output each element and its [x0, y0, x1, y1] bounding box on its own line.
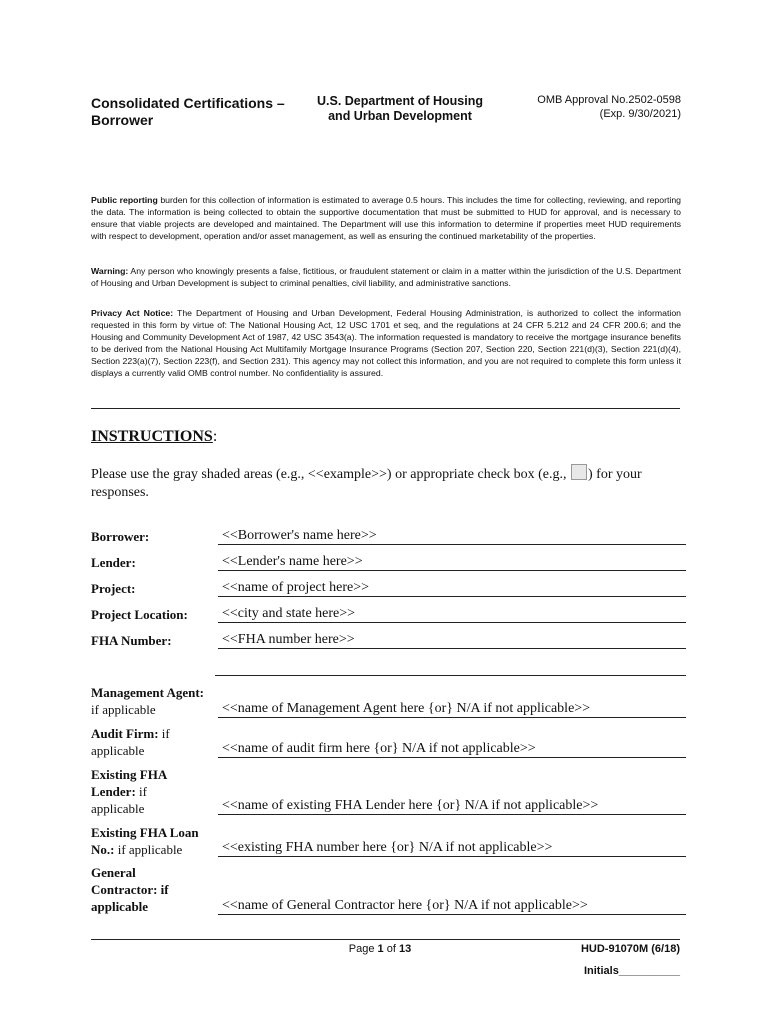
privacy-text: The Department of Housing and Urban Development, Federal Housing Administration, is authorized to collect the information requested in this form by virtue of: The National Housing Act, 12 USC 1701 et seq, and the regulations at 24 CFR 5.212 and 24 CFR 200.6; and the Housing and Community Development Act of 1987, 42 USC 3543(a). The information requested is mandatory to receive the mortgage insurance benefits to be derived from the National Housing Act Multifamily Mortgage Insurance Programs (Section 207, Section 220, Section 221(d)(3), Section 221(d)(4), Section 223(a)(7), Section 223(f), and Section 231). This agency may not collect this information, and you are not required to complete this form unless it displays a currently valid OMB control number. No confidentiality is assured. — [91, 308, 681, 378]
omb-number: OMB Approval No.2502-0598 — [537, 94, 681, 106]
page-number: 1 — [377, 943, 384, 955]
public-reporting-notice — [91, 195, 681, 243]
existing-fha-loan-label-bold: Existing FHA Loan No.: — [91, 825, 199, 857]
general-contractor-label-bold: General Contractor: if applicable — [91, 865, 169, 914]
general-contractor-label — [91, 864, 191, 915]
privacy-lead: Privacy Act Notice: — [91, 308, 174, 318]
instructions-text-after: ) for your responses. — [91, 467, 642, 500]
initials-field[interactable]: Initials__________ — [583, 965, 680, 977]
existing-fha-loan-label — [91, 824, 213, 858]
public-reporting-lead: Public reporting — [91, 195, 158, 205]
warning-lead: Warning: — [91, 266, 129, 276]
page-word: Page — [348, 943, 378, 955]
form-title: Consolidated Certifications – Borrower — [91, 95, 285, 128]
borrower-label — [91, 528, 213, 545]
existing-fha-lender-label-bold: Existing FHA Lender: — [91, 767, 167, 799]
general-contractor-field[interactable]: <<name of General Contractor here {or} N/A if not applicable>> — [218, 897, 686, 915]
existing-fha-loan-label-note: if applicable — [114, 842, 183, 857]
fha-number-label-text: FHA Number: — [91, 633, 172, 648]
instructions-heading-text: INSTRUCTIONS — [91, 428, 213, 445]
page-indicator — [320, 943, 440, 955]
department-name — [305, 94, 495, 124]
department-line-1: U.S. Department of Housing — [317, 94, 483, 108]
existing-fha-lender-label — [91, 766, 191, 817]
management-agent-field[interactable]: <<name of Management Agent here {or} N/A if not applicable>> — [218, 700, 686, 718]
project-location-label — [91, 606, 213, 623]
project-field[interactable]: <<name of project here>> — [218, 579, 686, 597]
project-label — [91, 580, 213, 597]
existing-fha-lender-label-note: if applicable — [91, 784, 147, 816]
public-reporting-text: burden for this collection of information is estimated to average 0.5 hours. This includes the time for collecting, reviewing, and reporting the data. The information is being collected to obtain the supportive documentation that must be submitted to HUD for approval, and is necessary to ensure that viable projects are developed and maintained. The Department will use this information to determine if properties meet HUD requirements with respect to development, operation and/or asset management, as well as ensuring the continued marketability of the properties. — [91, 195, 681, 241]
page-total: 13 — [398, 943, 412, 955]
form-number: HUD-91070M (6/18) — [580, 943, 680, 955]
lender-field[interactable]: <<Lender's name here>> — [218, 553, 686, 571]
management-agent-label-bold: Management Agent: — [91, 685, 205, 700]
example-checkbox[interactable] — [571, 464, 587, 480]
borrower-field[interactable]: <<Borrower's name here>> — [218, 527, 686, 545]
audit-firm-label-bold: Audit Firm: — [91, 726, 159, 741]
existing-fha-lender-field[interactable]: <<name of existing FHA Lender here {or} N/A if not applicable>> — [218, 797, 686, 815]
of-word: of — [383, 943, 399, 955]
project-location-label-text: Project Location: — [91, 607, 188, 622]
department-line-2: and Urban Development — [328, 109, 472, 123]
fha-number-label — [91, 632, 213, 649]
management-agent-label-note: if applicable — [91, 702, 156, 717]
existing-fha-loan-field[interactable]: <<existing FHA number here {or} N/A if not applicable>> — [218, 839, 686, 857]
omb-approval — [505, 93, 681, 121]
borrower-label-text: Borrower: — [91, 529, 150, 544]
lender-label — [91, 554, 213, 571]
project-label-text: Project: — [91, 581, 136, 596]
privacy-act-notice — [91, 308, 681, 379]
section-divider — [91, 408, 680, 409]
instructions-text — [91, 464, 681, 502]
lender-label-text: Lender: — [91, 555, 136, 570]
audit-firm-label-note: if applicable — [91, 726, 170, 758]
audit-firm-label — [91, 725, 213, 759]
fha-number-field[interactable]: <<FHA number here>> — [218, 631, 686, 649]
warning-notice — [91, 266, 681, 290]
omb-expiration: (Exp. 9/30/2021) — [599, 108, 681, 120]
instructions-colon: : — [212, 428, 218, 445]
audit-firm-field[interactable]: <<name of audit firm here {or} N/A if not applicable>> — [218, 740, 686, 758]
footer-divider — [91, 939, 680, 940]
management-agent-label — [91, 684, 213, 718]
project-location-field[interactable]: <<city and state here>> — [218, 605, 686, 623]
warning-text: Any person who knowingly presents a false, fictitious, or fraudulent statement or claim in a matter within the jurisdiction of the U.S. Department of Housing and Urban Development is subject to criminal penalties, civil liability, and administrative sanctions. — [91, 266, 681, 288]
instructions-heading — [91, 428, 217, 446]
instructions-text-before: Please use the gray shaded areas (e.g., <<example>>) or appropriate check box (e.g., — [91, 467, 571, 482]
blank-line — [215, 675, 686, 676]
